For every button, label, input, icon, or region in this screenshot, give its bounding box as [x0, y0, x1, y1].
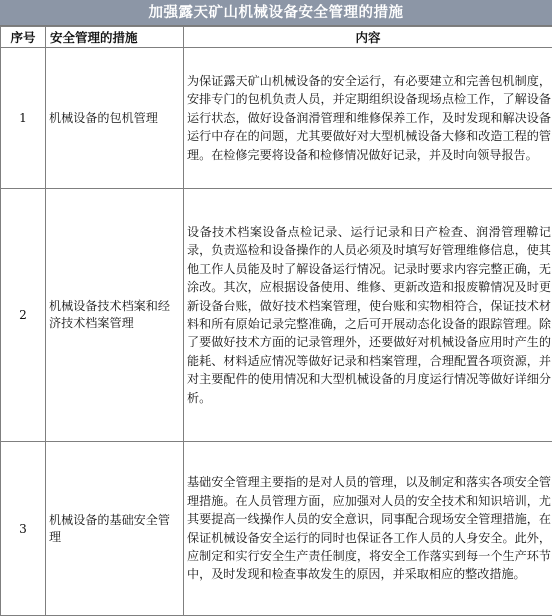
row-measure: 机械设备的包机管理	[46, 48, 184, 189]
row-content: 为保证露天矿山机械设备的安全运行，有必要建立和完善包机制度，安排专门的包机负责人员，并定期组织设备现场点检工作，了解设备运行状态，做好设备润滑管理和维修保养工作，及时发现和解决设备运行中存在的问题，尤其要做好对大型机械设备大修和改造工程的管理。在检修完要将设备和检修情况做好记录，并及时向领导报告。	[184, 48, 552, 189]
header-content: 内容	[184, 27, 552, 48]
header-seq: 序号	[1, 27, 46, 48]
row-measure: 机械设备的基础安全管理	[46, 442, 184, 616]
table-row	[1, 189, 552, 442]
table-row	[1, 48, 552, 189]
row-seq: 3	[1, 442, 46, 616]
row-content: 基础安全管理主要指的是对人员的管理，以及制定和落实各项安全管理措施。在人员管理方面，应加强对人员的安全技术和知识培训，尤其要提高一线操作人员的安全意识，同事配合现场安全管理措施，在保证机械设备安全运行的同时也保证各工作人员的人身安全。此外，应制定和实行安全生产责任制度，将安全工作落实到每一个生产环节中，及时发现和检查事故发生的原因，并采取相应的整改措施。	[184, 442, 552, 616]
header-row	[1, 27, 552, 48]
row-seq: 1	[1, 48, 46, 189]
row-seq: 2	[1, 189, 46, 442]
table-title: 加强露天矿山机械设备安全管理的措施	[0, 0, 552, 26]
row-content: 设备技术档案设备点检记录、运行记录和日产检查、润滑管理鞥记录，负责巡检和设备操作的人员必须及时填写好管理维修信息，使其他工作人员能及时了解设备运行情况。记录时要求内容完整正确，无涂改。其次，应根据设备使用、维修、更新改造和报废鞥情况及时更新设备台账，做好技术档案管理，使台账和实物相符合，保证技术材料和所有原始记录完整准确，之后可开展动态化设备的跟踪管理。除了要做好技术方面的记录管理外，还要做好对机械设备应用时产生的能耗、材料适应情况等做好记录和档案管理，合理配置各项资源，并对主要配件的使用情况和大型机械设备的月度运行情况等做好详细分析。	[184, 189, 552, 442]
header-measure: 安全管理的措施	[46, 27, 184, 48]
table-row	[1, 442, 552, 616]
row-measure: 机械设备技术档案和经济技术档案管理	[46, 189, 184, 442]
measures-table	[0, 26, 552, 616]
